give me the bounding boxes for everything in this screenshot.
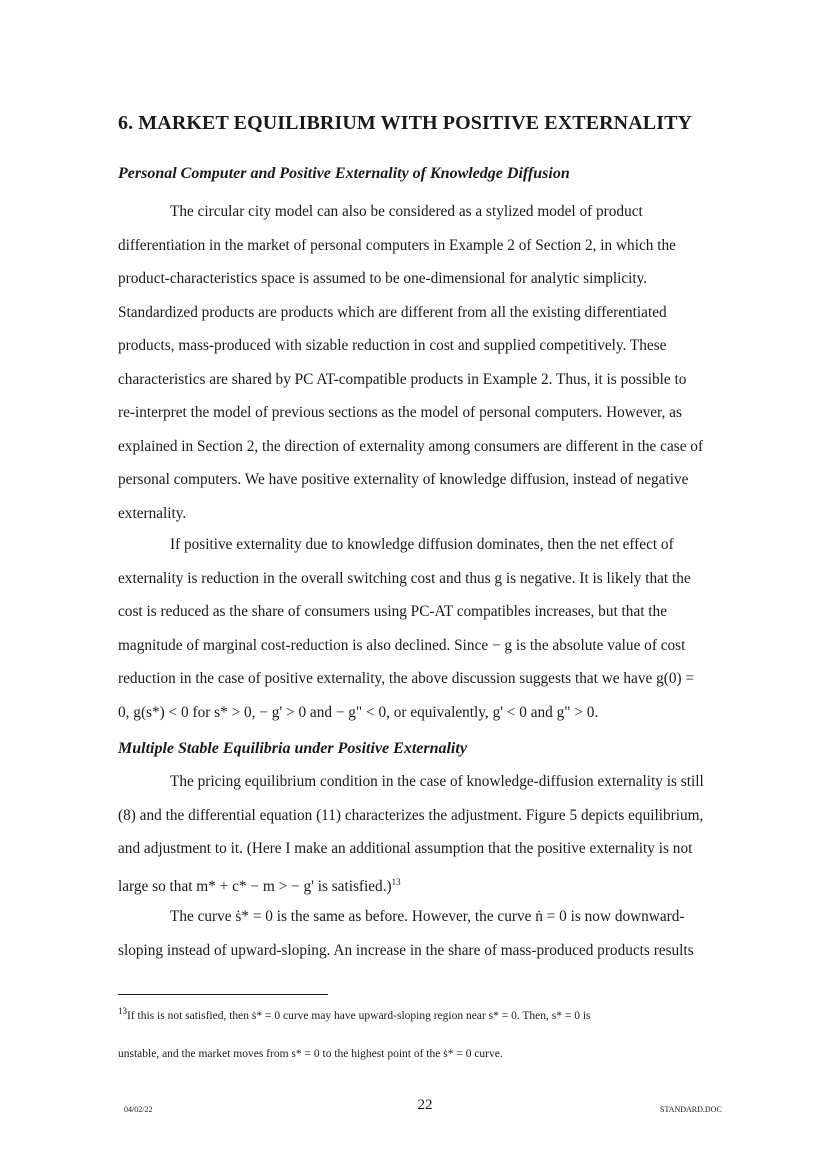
text-line: reduction in the case of positive externality, the above discussion suggests that we have g(0) =: [118, 670, 695, 687]
text-line-content: large so that m* + c* − m > − g' is satisfied.): [118, 877, 392, 895]
paragraph-3: [118, 765, 758, 903]
footnote-marker: 13: [118, 1006, 127, 1016]
section-title: 6. MARKET EQUILIBRIUM WITH POSITIVE EXTERNALITY: [118, 112, 693, 134]
text-line: cost is reduced as the share of consumers using PC-AT compatibles increases, but that the: [118, 603, 667, 620]
text-line: product-characteristics space is assumed to be one-dimensional for analytic simplicity.: [118, 270, 648, 287]
text-line: characteristics are shared by PC AT-compatible products in Example 2. Thus, it is possible to: [118, 370, 687, 388]
footnote-text: If this is not satisfied, then ṡ* = 0 curve may have upward-sloping region near s* = 0. Then, s* = 0 is: [127, 1009, 591, 1022]
text-line: magnitude of marginal cost-reduction is also declined. Since − g is the absolute value of cost: [118, 636, 686, 654]
text-line: differentiation in the market of personal computers in Example 2 of Section 2, in which the: [118, 236, 676, 254]
text-line: re-interpret the model of previous sections as the model of personal computers. However, as: [118, 404, 682, 421]
text-line: Standardized products are products which are different from all the existing differentiated: [118, 303, 667, 321]
text-line: If positive externality due to knowledge diffusion dominates, then the net effect of: [170, 536, 674, 553]
text-line: explained in Section 2, the direction of externality among consumers are different in the case of: [118, 437, 704, 455]
paragraph-4: [118, 900, 758, 967]
footnote-line: unstable, and the market moves from s* = 0 to the highest point of the ṡ* = 0 curve.: [118, 1047, 503, 1060]
footnote-reference[interactable]: 13: [391, 876, 401, 887]
text-line: The circular city model can also be considered as a stylized model of product: [170, 203, 643, 220]
page-number: 22: [417, 1097, 433, 1113]
text-line: The pricing equilibrium condition in the case of knowledge-diffusion externality is still: [170, 773, 704, 790]
footnote-line: [118, 992, 758, 1035]
text-line: and adjustment to it. (Here I make an additional assumption that the positive externality is not: [118, 840, 693, 857]
text-line: externality is reduction in the overall switching cost and thus g is negative. It is likely that the: [118, 569, 691, 587]
text-line: 0, g(s*) < 0 for s* > 0, − g' > 0 and − g" < 0, or equivalently, g' < 0 and g" > 0.: [118, 703, 599, 721]
text-line: [118, 866, 758, 904]
text-line: (8) and the differential equation (11) characterizes the adjustment. Figure 5 depicts equilibrium,: [118, 806, 704, 824]
subsection-title-multiple-equilibria: Multiple Stable Equilibria under Positive Externality: [118, 740, 467, 757]
footer-filename: STANDARD.DOC: [660, 1105, 722, 1114]
text-line: products, mass-produced with sizable reduction in cost and supplied competitively. These: [118, 337, 667, 354]
paragraph-2: [118, 528, 758, 729]
paragraph-1: [118, 195, 758, 530]
subsection-title-personal-computer: Personal Computer and Positive Externality of Knowledge Diffusion: [118, 165, 570, 182]
text-line: The curve ṡ* = 0 is the same as before. However, the curve ṅ = 0 is now downward-: [170, 908, 685, 925]
text-line: sloping instead of upward-sloping. An increase in the share of mass-produced products results: [118, 941, 694, 959]
text-line: externality.: [118, 504, 187, 522]
footnote: [118, 992, 758, 1073]
text-line: personal computers. We have positive externality of knowledge diffusion, instead of negative: [118, 471, 689, 488]
footer-date: 04/02/22: [124, 1105, 153, 1114]
